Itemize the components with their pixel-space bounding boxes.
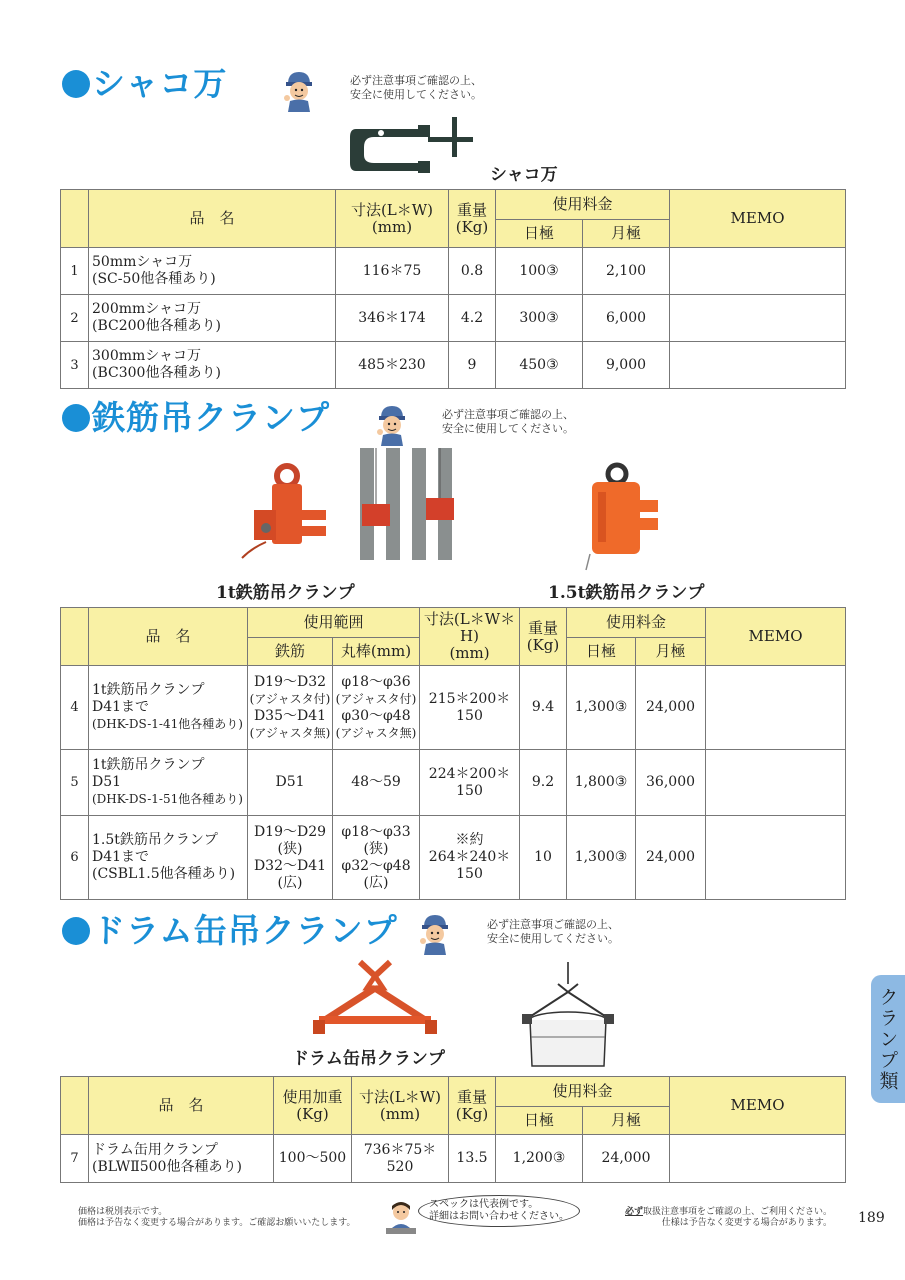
header-size bbox=[420, 608, 520, 666]
range-line: φ18～φ36 bbox=[341, 673, 411, 690]
drum-clamp-caption: ドラム缶吊クランプ bbox=[292, 1049, 445, 1069]
header-no bbox=[61, 190, 89, 248]
row-number: 5 bbox=[61, 750, 89, 816]
memo-cell bbox=[670, 342, 846, 389]
range-line: D35～D41 bbox=[253, 707, 327, 724]
header-daily: 日極 bbox=[496, 1107, 583, 1135]
header-text: 寸法(L＊W) bbox=[350, 200, 434, 219]
footer-price-note bbox=[78, 1207, 356, 1229]
rebar-range-cell bbox=[248, 816, 333, 900]
header-name: 品 名 bbox=[89, 608, 248, 666]
drum-clamp-usage-image bbox=[518, 962, 618, 1070]
header-load bbox=[274, 1077, 352, 1135]
range-line: (アジャスタ無) bbox=[249, 725, 331, 740]
header-text: (mm) bbox=[379, 1104, 421, 1123]
table-row bbox=[61, 295, 846, 342]
notice-line: 必ず注意事項ご確認の上、 bbox=[350, 74, 482, 87]
product-name bbox=[89, 342, 336, 389]
name-line: 300mmシャコ万 bbox=[92, 348, 201, 364]
weight-cell: 0.8 bbox=[449, 248, 496, 295]
rebar-clamp-table bbox=[60, 607, 846, 900]
size-cell: 485＊230 bbox=[336, 342, 449, 389]
header-name: 品 名 bbox=[89, 190, 336, 248]
table-row bbox=[61, 342, 846, 389]
header-weight bbox=[520, 608, 567, 666]
row-number: 7 bbox=[61, 1135, 89, 1183]
name-line: D51 bbox=[92, 774, 122, 790]
name-line: (CSBL1.5他各種あり) bbox=[92, 866, 236, 882]
header-daily: 日極 bbox=[496, 220, 583, 248]
memo-cell bbox=[706, 750, 846, 816]
memo-cell bbox=[706, 666, 846, 750]
name-line: (DHK-DS-1-51他各種あり) bbox=[92, 792, 243, 806]
range-line: D32～D41 bbox=[253, 857, 327, 874]
product-name bbox=[89, 248, 336, 295]
rebar-clamp-1t-image bbox=[232, 462, 332, 567]
header-fee: 使用料金 bbox=[496, 190, 670, 220]
section-title-rebar-clamp bbox=[62, 398, 330, 438]
daily-fee-cell: 1,300③ bbox=[567, 816, 636, 900]
name-line: (BC300他各種あり) bbox=[92, 365, 221, 381]
drum-clamp-table bbox=[60, 1076, 846, 1183]
header-range: 使用範囲 bbox=[248, 608, 420, 638]
header-round-bar: 丸棒(mm) bbox=[333, 638, 420, 666]
row-number: 2 bbox=[61, 295, 89, 342]
memo-cell bbox=[670, 1135, 846, 1183]
range-line: φ18～φ33 bbox=[341, 823, 411, 840]
header-name: 品 名 bbox=[89, 1077, 274, 1135]
header-text: 寸法(L＊W＊H) bbox=[423, 610, 516, 645]
daily-fee-cell: 1,200③ bbox=[496, 1135, 583, 1183]
monthly-fee-cell: 6,000 bbox=[583, 295, 670, 342]
size-value: 264＊240＊150 bbox=[428, 849, 511, 882]
memo-cell bbox=[706, 816, 846, 900]
range-line: φ32～φ48 bbox=[341, 857, 411, 874]
c-clamp-image bbox=[348, 115, 478, 177]
notice-line: 必ず注意事項ご確認の上、 bbox=[487, 918, 619, 931]
memo-cell bbox=[670, 248, 846, 295]
monthly-fee-cell: 24,000 bbox=[636, 666, 706, 750]
header-text: (mm) bbox=[449, 644, 490, 662]
bullet-dot bbox=[62, 917, 90, 945]
daily-fee-cell: 300③ bbox=[496, 295, 583, 342]
notice-line: 安全に使用してください。 bbox=[350, 88, 482, 101]
bullet-dot bbox=[62, 70, 90, 98]
header-no bbox=[61, 608, 89, 666]
memo-cell bbox=[670, 295, 846, 342]
round-range-cell: 48～59 bbox=[333, 750, 420, 816]
size-cell: 224＊200＊150 bbox=[420, 750, 520, 816]
safety-notice bbox=[442, 408, 574, 436]
header-daily: 日極 bbox=[567, 638, 636, 666]
notice-line: 安全に使用してください。 bbox=[487, 932, 619, 945]
section-title-text: シャコ万 bbox=[92, 64, 228, 103]
header-memo: MEMO bbox=[706, 608, 846, 666]
header-no bbox=[61, 1077, 89, 1135]
header-monthly: 月極 bbox=[636, 638, 706, 666]
table-row bbox=[61, 816, 846, 900]
range-line: (狭) bbox=[277, 840, 303, 857]
header-fee: 使用料金 bbox=[496, 1077, 670, 1107]
name-line: D41まで bbox=[92, 849, 150, 865]
size-cell: 215＊200＊150 bbox=[420, 666, 520, 750]
header-text: 重量 bbox=[456, 1087, 487, 1106]
daily-fee-cell: 1,300③ bbox=[567, 666, 636, 750]
weight-cell: 9.4 bbox=[520, 666, 567, 750]
name-line: (BC200他各種あり) bbox=[92, 318, 221, 334]
product-name bbox=[89, 750, 248, 816]
range-line: (アジャスタ付) bbox=[249, 691, 331, 706]
shako-table bbox=[60, 189, 846, 389]
header-memo: MEMO bbox=[670, 1077, 846, 1135]
size-cell: 346＊174 bbox=[336, 295, 449, 342]
row-number: 3 bbox=[61, 342, 89, 389]
monthly-fee-cell: 9,000 bbox=[583, 342, 670, 389]
mascot-office-icon bbox=[384, 1200, 418, 1236]
range-line: D19～D29 bbox=[253, 823, 327, 840]
rebar-clamp-1t-caption: 1t鉄筋吊クランプ bbox=[216, 583, 355, 603]
header-text: (mm) bbox=[371, 217, 413, 236]
footer-line: 価格は予告なく変更する場合があります。ご確認お願いいたします。 bbox=[78, 1218, 356, 1228]
section-title-shako bbox=[62, 64, 227, 104]
bubble-line: スペックは代表例です。 bbox=[429, 1199, 539, 1210]
header-fee: 使用料金 bbox=[567, 608, 706, 638]
table-row bbox=[61, 248, 846, 295]
footer-line: 取扱注意事項をご確認の上、ご利用ください。 bbox=[643, 1207, 833, 1217]
product-name bbox=[89, 816, 248, 900]
table-row bbox=[61, 750, 846, 816]
rebar-range-cell: D51 bbox=[248, 750, 333, 816]
weight-cell: 4.2 bbox=[449, 295, 496, 342]
round-range-cell bbox=[333, 816, 420, 900]
header-rebar: 鉄筋 bbox=[248, 638, 333, 666]
header-text: 重量 bbox=[528, 618, 559, 637]
c-clamp-caption: シャコ万 bbox=[490, 165, 558, 185]
name-line: ドラム缶用クランプ bbox=[92, 1141, 218, 1158]
header-text: (Kg) bbox=[526, 635, 560, 654]
header-text: 重量 bbox=[456, 200, 487, 219]
name-line: 200mmシャコ万 bbox=[92, 301, 201, 317]
mascot-worker-icon bbox=[375, 402, 409, 446]
name-line: 1t鉄筋吊クランプ bbox=[92, 682, 205, 698]
weight-cell: 9 bbox=[449, 342, 496, 389]
section-title-text: ドラム缶吊クランプ bbox=[92, 911, 398, 950]
footer-line: 仕様は予告なく変更する場合があります。 bbox=[661, 1218, 833, 1228]
header-monthly: 月極 bbox=[583, 1107, 670, 1135]
weight-cell: 9.2 bbox=[520, 750, 567, 816]
drum-clamp-image bbox=[305, 958, 445, 1040]
range-line: (アジャスタ付) bbox=[335, 691, 417, 706]
safety-notice bbox=[487, 918, 619, 946]
section-title-drum-clamp bbox=[62, 911, 398, 951]
footer-line: 価格は税別表示です。 bbox=[78, 1207, 168, 1217]
daily-fee-cell: 1,800③ bbox=[567, 750, 636, 816]
name-line: (SC-50他各種あり) bbox=[92, 271, 216, 287]
row-number: 1 bbox=[61, 248, 89, 295]
bubble-line: 詳細はお問い合わせください。 bbox=[429, 1211, 569, 1222]
footer-emphasis: 必ず bbox=[625, 1207, 644, 1217]
mascot-worker-icon bbox=[282, 68, 316, 112]
size-cell: 736＊75＊520 bbox=[352, 1135, 449, 1183]
product-name bbox=[89, 666, 248, 750]
category-side-tab[interactable]: クランプ類 bbox=[871, 975, 905, 1103]
table-row bbox=[61, 666, 846, 750]
name-line: 1t鉄筋吊クランプ bbox=[92, 757, 205, 773]
header-text: 寸法(L＊W) bbox=[358, 1087, 442, 1106]
rebar-clamp-1-5t-image bbox=[572, 462, 667, 572]
load-cell: 100～500 bbox=[274, 1135, 352, 1183]
rebar-clamp-1-5t-caption: 1.5t鉄筋吊クランプ bbox=[548, 583, 705, 603]
section-title-text: 鉄筋吊クランプ bbox=[92, 398, 330, 437]
daily-fee-cell: 100③ bbox=[496, 248, 583, 295]
table-row bbox=[61, 1135, 846, 1183]
safety-notice bbox=[350, 74, 482, 102]
weight-cell: 10 bbox=[520, 816, 567, 900]
header-monthly: 月極 bbox=[583, 220, 670, 248]
range-line: (狭) bbox=[363, 840, 389, 857]
header-weight bbox=[449, 190, 496, 248]
footer-usage-note bbox=[625, 1207, 832, 1229]
header-weight bbox=[449, 1077, 496, 1135]
size-cell: 116＊75 bbox=[336, 248, 449, 295]
header-size bbox=[336, 190, 449, 248]
bullet-dot bbox=[62, 404, 90, 432]
name-line: D41まで bbox=[92, 699, 150, 715]
range-line: (広) bbox=[277, 874, 303, 891]
monthly-fee-cell: 36,000 bbox=[636, 750, 706, 816]
daily-fee-cell: 450③ bbox=[496, 342, 583, 389]
range-line: D19～D32 bbox=[253, 673, 327, 690]
name-line: 1.5t鉄筋吊クランプ bbox=[92, 832, 218, 848]
notice-line: 安全に使用してください。 bbox=[442, 422, 574, 435]
size-note: ※約 bbox=[455, 832, 484, 848]
header-text: 使用加重 bbox=[282, 1087, 343, 1106]
spec-speech-bubble bbox=[418, 1195, 580, 1227]
mascot-worker-icon bbox=[418, 911, 452, 955]
header-text: (Kg) bbox=[455, 217, 489, 236]
range-line: (アジャスタ無) bbox=[335, 725, 417, 740]
header-text: (Kg) bbox=[296, 1104, 329, 1123]
rebar-clamp-usage-image bbox=[352, 448, 462, 560]
monthly-fee-cell: 24,000 bbox=[636, 816, 706, 900]
rebar-range-cell bbox=[248, 666, 333, 750]
weight-cell: 13.5 bbox=[449, 1135, 496, 1183]
name-line: (BLWⅡ500他各種あり) bbox=[92, 1158, 242, 1175]
round-range-cell bbox=[333, 666, 420, 750]
range-line: φ30～φ48 bbox=[341, 707, 411, 724]
monthly-fee-cell: 2,100 bbox=[583, 248, 670, 295]
name-line: (DHK-DS-1-41他各種あり) bbox=[92, 717, 243, 731]
page-number: 189 bbox=[858, 1210, 885, 1226]
size-cell bbox=[420, 816, 520, 900]
row-number: 4 bbox=[61, 666, 89, 750]
header-size bbox=[352, 1077, 449, 1135]
product-name bbox=[89, 1135, 274, 1183]
row-number: 6 bbox=[61, 816, 89, 900]
header-memo: MEMO bbox=[670, 190, 846, 248]
monthly-fee-cell: 24,000 bbox=[583, 1135, 670, 1183]
product-name bbox=[89, 295, 336, 342]
header-text: (Kg) bbox=[455, 1104, 489, 1123]
notice-line: 必ず注意事項ご確認の上、 bbox=[442, 408, 574, 421]
name-line: 50mmシャコ万 bbox=[92, 254, 193, 270]
range-line: (広) bbox=[363, 874, 389, 891]
